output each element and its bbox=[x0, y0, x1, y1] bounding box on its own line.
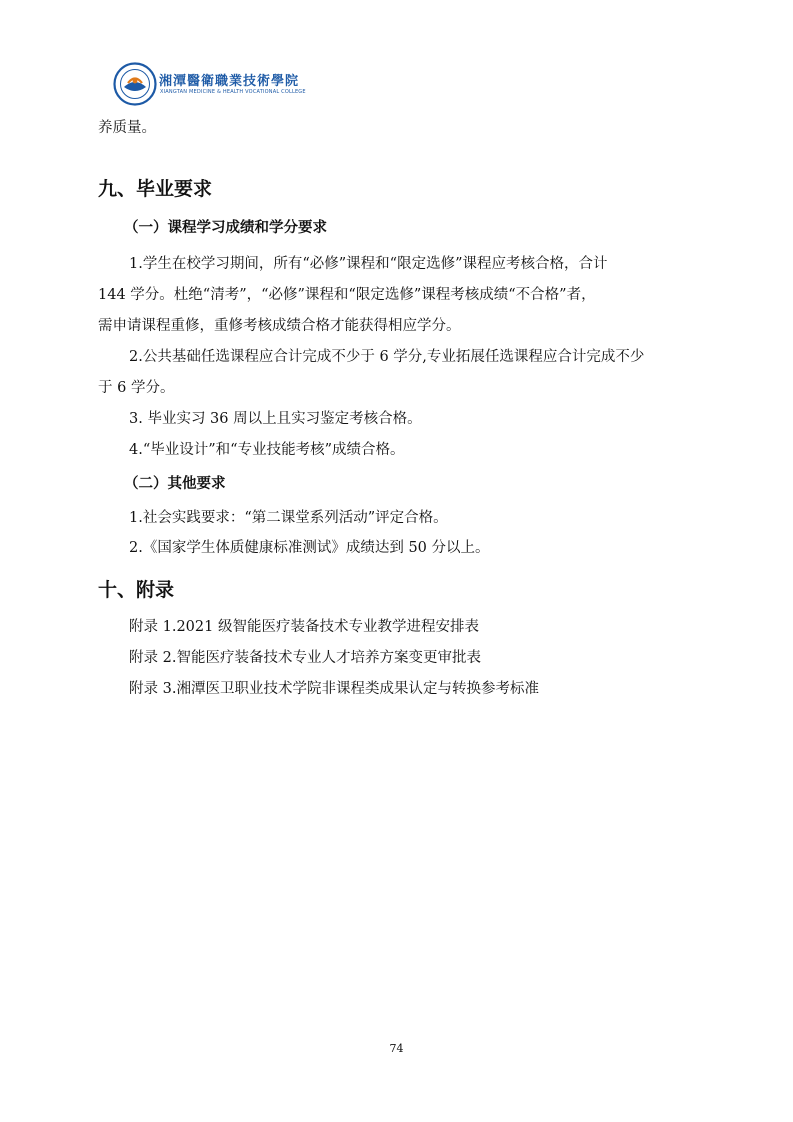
requirement-2-line-1: 2.公共基础任选课程应合计完成不少于 6 学分,专业拓展任选课程应合计完成不少 bbox=[129, 349, 645, 365]
requirement-2-line-2: 于 6 学分。 bbox=[98, 380, 175, 396]
appendix-1: 附录 1.2021 级智能医疗装备技术专业教学进程安排表 bbox=[129, 619, 479, 635]
college-logo bbox=[113, 62, 306, 106]
subsection-2-heading: （二）其他要求 bbox=[124, 476, 226, 492]
college-seal-icon bbox=[113, 62, 157, 106]
continuation-text: 养质量。 bbox=[98, 120, 156, 136]
appendix-2: 附录 2.智能医疗装备技术专业人才培养方案变更审批表 bbox=[129, 650, 481, 666]
logo-chinese-name: 湘潭醫衛職業技術學院 bbox=[159, 74, 300, 89]
requirement-4: 4.“毕业设计”和“专业技能考核”成绩合格。 bbox=[129, 442, 405, 458]
requirement-1-line-2: 144 学分。杜绝“清考”，“必修”课程和“限定选修”课程考核成绩“不合格”者， bbox=[98, 287, 596, 303]
other-requirement-1: 1.社会实践要求：“第二课堂系列活动”评定合格。 bbox=[129, 510, 448, 526]
section-10-heading: 十、附录 bbox=[98, 579, 175, 601]
requirement-1-line-1: 1.学生在校学习期间，所有“必修”课程和“限定选修”课程应考核合格，合计 bbox=[129, 256, 608, 272]
other-requirement-2: 2.《国家学生体质健康标准测试》成绩达到 50 分以上。 bbox=[129, 540, 490, 556]
subsection-1-heading: （一）课程学习成绩和学分要求 bbox=[124, 220, 327, 236]
appendix-3: 附录 3.湘潭医卫职业技术学院非课程类成果认定与转换参考标准 bbox=[129, 681, 539, 697]
requirement-3: 3. 毕业实习 36 周以上且实习鉴定考核合格。 bbox=[129, 411, 422, 427]
page-number: 74 bbox=[389, 1042, 404, 1055]
section-9-heading: 九、毕业要求 bbox=[98, 178, 213, 200]
requirement-1-line-3: 需申请课程重修，重修考核成绩合格才能获得相应学分。 bbox=[98, 318, 461, 334]
logo-english-name: XIANGTAN MEDICINE & HEALTH VOCATIONAL COLLEGE bbox=[160, 89, 306, 95]
